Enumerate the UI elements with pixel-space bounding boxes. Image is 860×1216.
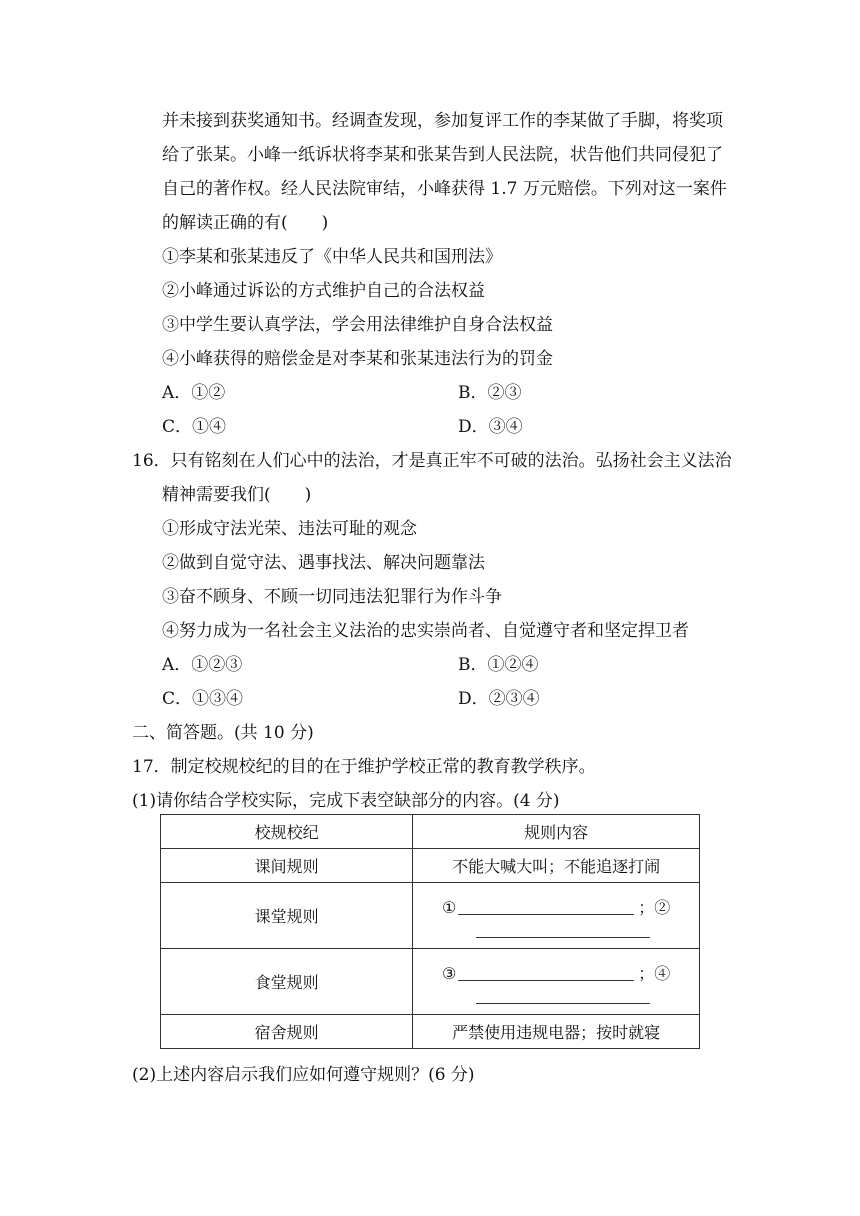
q16-option-d[interactable]: D．②③④ — [458, 689, 540, 709]
q15-text-line: 的解读正确的有( ) — [162, 213, 329, 233]
rule-content-blank — [413, 949, 700, 1015]
q16-option-c[interactable]: C．①③④ — [162, 689, 244, 709]
table-row — [161, 849, 700, 883]
q15-option-b[interactable]: B．②③ — [458, 383, 522, 403]
rule-name: 课堂规则 — [161, 883, 413, 949]
q15-option-d[interactable]: D．③④ — [458, 417, 523, 437]
blank-separator: ； — [638, 898, 655, 917]
blank-marker: ④ — [654, 964, 671, 983]
rule-name: 宿舍规则 — [161, 1015, 413, 1049]
rule-content-blank — [413, 883, 700, 949]
rule-name: 食堂规则 — [161, 949, 413, 1015]
section-title: 二、简答题。(共 10 分) — [132, 723, 314, 743]
answer-blank-2[interactable] — [476, 923, 650, 938]
q15-item: ③中学生要认真学法，学会用法律维护自身合法权益 — [162, 315, 553, 335]
q17-stem: 17．制定校规校纪的目的在于维护学校正常的教育教学秩序。 — [132, 757, 596, 777]
rule-name: 课间规则 — [161, 849, 413, 883]
q16-item: ①形成守法光荣、违法可耻的观念 — [162, 519, 417, 539]
q17-part1: (1)请你结合学校实际，完成下表空缺部分的内容。(4 分) — [132, 791, 560, 811]
rule-content: 不能大喊大叫；不能追逐打闹 — [413, 849, 700, 883]
q16-stem-cont: 精神需要我们( ) — [162, 485, 312, 505]
q16-item: ④努力成为一名社会主义法治的忠实崇尚者、自觉遵守者和坚定捍卫者 — [162, 621, 689, 641]
q15-item: ②小峰通过诉讼的方式维护自己的合法权益 — [162, 281, 485, 301]
blank-separator: ； — [638, 964, 655, 983]
table-row — [161, 1015, 700, 1049]
q16-stem: 16．只有铭刻在人们心中的法治，才是真正牢不可破的法治。弘扬社会主义法治 — [132, 451, 732, 471]
blank-marker: ③ — [441, 964, 457, 983]
q17-part2: (2)上述内容启示我们应如何遵守规则？(6 分) — [132, 1065, 475, 1085]
table-header: 校规校纪 — [161, 815, 413, 849]
rules-table — [160, 814, 700, 1049]
q15-text-line: 自己的著作权。经人民法院审结，小峰获得 1.7 万元赔偿。下列对这一案件 — [162, 179, 727, 199]
q15-text-line: 给了张某。小峰一纸诉状将李某和张某告到人民法院，状告他们共同侵犯了 — [162, 145, 723, 165]
table-header: 规则内容 — [413, 815, 700, 849]
q15-text-line: 并未接到获奖通知书。经调查发现，参加复评工作的李某做了手脚，将奖项 — [162, 111, 723, 131]
table-header-row — [161, 815, 700, 849]
answer-blank-3[interactable] — [458, 962, 634, 981]
blank-marker: ② — [654, 898, 671, 917]
q16-option-b[interactable]: B．①②④ — [458, 655, 539, 675]
q15-item: ①李某和张某违反了《中华人民共和国刑法》 — [162, 247, 502, 267]
blank-marker: ① — [441, 898, 457, 917]
table-row — [161, 883, 700, 949]
q16-item: ③奋不顾身、不顾一切同违法犯罪行为作斗争 — [162, 587, 502, 607]
q16-item: ②做到自觉守法、遇事找法、解决问题靠法 — [162, 553, 485, 573]
table-row — [161, 949, 700, 1015]
answer-blank-1[interactable] — [458, 896, 634, 915]
q15-option-c[interactable]: C．①④ — [162, 417, 227, 437]
q16-option-a[interactable]: A．①②③ — [162, 655, 243, 675]
q15-option-a[interactable]: A．①② — [162, 383, 226, 403]
rule-content: 严禁使用违规电器；按时就寝 — [413, 1015, 700, 1049]
answer-blank-4[interactable] — [476, 989, 650, 1004]
q15-item: ④小峰获得的赔偿金是对李某和张某违法行为的罚金 — [162, 349, 553, 369]
